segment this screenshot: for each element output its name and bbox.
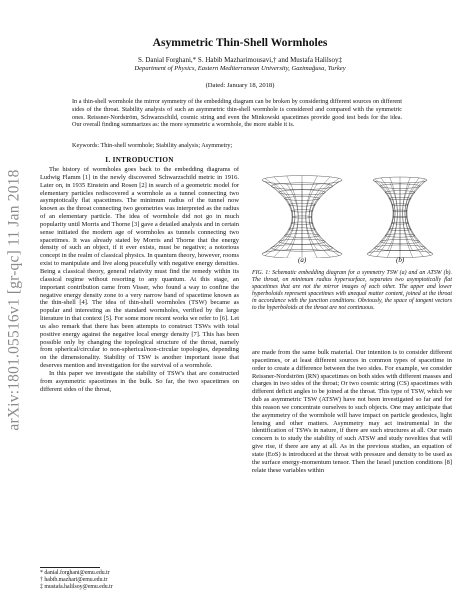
- figure-caption: FIG. 1: Schematic embedding diagram for a symmetry TSW (a) and an ATSW (b). The throat, on minimum radius hypersurface, separates two asymptotically flat spacetimes that are not the mirror images of each other. The upper and lower hyperboloids represent spacetimes with unequal matter content, joined at the throat in accordance with the junction conditions. Obviously, the space of tangent vectors to the hyperboloids at the throat are not continuous.: [252, 270, 452, 311]
- section-heading: I. INTRODUCTION: [105, 156, 174, 164]
- keywords: Keywords: Thin-shell wormhole; Stability analysis; Asymmetry;: [72, 142, 233, 149]
- paragraph: are made from the same bulk material. Our intention is to consider different spacetimes, or at least different sources in common types of spacetime in order to create a difference between the two sides. For example, we consider Reissner-Nordström (RN) spacetimes on both sides with different masses and charges in two sides of the throat; Or two cosmic string (CS) spacetimes with different deficit angles to be joined at the throat. This type of TSW, which we dub as asymmetric TSW (ATSW) have not been investigated so far and for this reason we concentrate ourselves to such objects. One may anticipate that the asymmetry of the wormhole will have impact on particle geodesics, light lensing and other matters. Asymmetry may act instrumental in the identification of TSWs in nature, if there are such structures at all. Our main concern is to study the stability of such ATSW and study novelties that will give rise, if there are any at all. As in the previous studies, an equation of state (EoS) is introduced at the throat with pressure and density to be used as the surface energy-momentum tensor. Then the Israel junction conditions [8] relate these variables within: [252, 349, 452, 474]
- figure-wormholes: [252, 168, 452, 286]
- symmetric-wormhole-meridian: [262, 180, 292, 254]
- left-column: [40, 166, 239, 393]
- asymmetric-wormhole-meridian: [406, 179, 430, 253]
- arxiv-identifier: arXiv:1801.05516v1 [gr-qc] 11 Jan 2018: [6, 169, 23, 431]
- abstract: In a thin-shell wormhole the mirror symmetry of the embedding diagram can be broken by considering different sources on different sides of the throat. Stability analysis of such an asymmetric thin-shell wormhole is considered and compared with the symmetric ones. Reissner-Nordström, Schwarzschild, cosmic string and even the Minkowski spacetimes provide good test beds for the idea. Our overall finding summarizes as: the more symmetric a wormhole, the more stable it is.: [72, 98, 402, 129]
- figure-label-b: (b): [396, 256, 405, 264]
- footnote-rule: [40, 567, 100, 568]
- footnotes: [40, 570, 113, 591]
- symmetric-wormhole-meridian: [312, 180, 342, 254]
- author-list: S. Danial Forghani,* S. Habib Mazharimousavi,† and Mustafa Halilsoy‡: [137, 56, 342, 64]
- embedding-diagram: [252, 168, 452, 258]
- paragraph: In this paper we investigate the stability of TSW's that are constructed from asymmetric spacetimes in the bulk. So far, the two spacetimes on different sides of the throat,: [40, 369, 239, 393]
- right-column: [252, 349, 452, 475]
- footnote: ‡ mustafa.halilsoy@emu.edu.tr: [40, 584, 113, 590]
- paragraph: The history of wormholes goes back to the embedding diagrams of Ludwig Flamm [1] in the newly discovered Schwarzschild metric in 1916. Later on, in 1935 Einstein and Rosen [2] in search of a geometric model for elementary particles rediscovered a wormhole as a tunnel connecting two asymptotically flat spacetimes. The minimum radius of the tunnel now known as the throat connecting two geometries was interpreted as the radius of an elementary particle. The idea of wormhole did not go in much popularity until Morris and Thorne [3] gave a detailed analysis and in certain sense initiated the modern age of wormholes as tunnels connecting two spacetimes. It was already stated by Morris and Thorne that the energy density of such an object, if it ever exists, must be negative; a notorious concept in the realm of classical physics. In quantum theory, however, rooms exist to manipulate and live along peacefully with negative energy densities. Being a classical theory, general relativity must find the remedy within its classical regime without resorting to any quantum. At this stage, an important contribution came from Visser, who found a way to confine the negative energy density zone to a very narrow band of spacetime known as the thin-shell [4]. The idea of thin-shell wormholes (TSW) became as popular and interesting as the standard wormholes, verified by the large literature in that context [5]. For some more recent works we refer to [6]. Let us also remark that there has been attempts to construct TSWs with total positive energy against the negative local energy density [7]. This has been possible only by changing the topological structure of the throat, namely from spherical/circular to non-spherical/non-circular topologies, depending on the dimensionality. Stability of TSW is another important issue that deserves mention and investigation for the survival of a wormhole.: [40, 166, 239, 370]
- affiliation: Department of Physics, Eastern Mediterranean University, Gazimağusa, Turkey: [134, 65, 346, 72]
- asymmetric-wormhole-meridian: [370, 179, 394, 253]
- figure-label-a: (a): [298, 256, 307, 264]
- footnote: † habib.mazhari@emu.edu.tr: [40, 577, 108, 583]
- paper-title: Asymmetric Thin-Shell Wormholes: [152, 36, 328, 49]
- footnote: * danial.forghani@emu.edu.tr: [40, 570, 110, 576]
- date-line: (Dated: January 18, 2018): [205, 82, 275, 89]
